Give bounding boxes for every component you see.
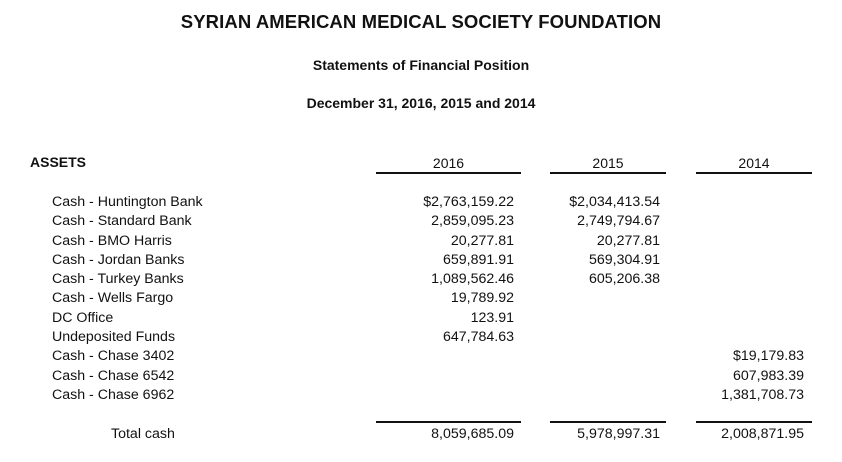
- row-label: DC Office: [52, 309, 114, 326]
- row-value-2015: 20,277.81: [596, 232, 660, 249]
- statement-date: December 31, 2016, 2015 and 2014: [306, 95, 536, 111]
- total-cash-2015: 5,978,997.31: [577, 426, 660, 442]
- total-cash-label: Total cash: [111, 426, 175, 442]
- statement-title: Statements of Financial Position: [312, 57, 530, 73]
- total-rule-2014: [696, 421, 812, 423]
- row-label: Cash - Wells Fargo: [52, 290, 174, 307]
- row-label: Cash - Huntington Bank: [52, 194, 203, 210]
- table-row: [0, 232, 842, 251]
- row-value-2016: 659,891.91: [442, 251, 514, 268]
- table-row: [0, 347, 842, 366]
- row-label: Cash - Chase 6962: [52, 386, 175, 403]
- assets-heading: ASSETS: [30, 154, 87, 170]
- row-value-2014: 607,983.39: [732, 367, 804, 384]
- row-value-2016: $2,763,159.22: [423, 194, 514, 210]
- column-header-rule-2014: [696, 172, 812, 174]
- table-row: [0, 386, 842, 405]
- table-row: [0, 251, 842, 270]
- table-row: [0, 212, 842, 231]
- total-rule-2016: [376, 421, 521, 423]
- row-label: Cash - Standard Bank: [52, 213, 192, 230]
- table-row: [0, 193, 842, 212]
- row-value-2015: 2,749,794.67: [577, 213, 660, 230]
- column-header-2015: 2015: [592, 155, 624, 171]
- row-value-2016: 20,277.81: [450, 232, 514, 249]
- table-row: [0, 309, 842, 328]
- row-label: Cash - Jordan Banks: [52, 251, 185, 268]
- row-value-2016: 19,789.92: [450, 290, 514, 307]
- table-row: [0, 270, 842, 289]
- table-row: [0, 367, 842, 386]
- cash-table-body: [0, 193, 842, 405]
- row-value-2015: $2,034,413.54: [569, 194, 660, 210]
- row-value-2015: 569,304.91: [588, 251, 660, 268]
- row-value-2016: 2,859,095.23: [431, 213, 514, 230]
- column-header-rule-2015: [550, 172, 666, 174]
- row-label: Cash - BMO Harris: [52, 232, 172, 249]
- row-label: Cash - Chase 3402: [52, 348, 175, 365]
- total-cash-2014: 2,008,871.95: [721, 426, 804, 442]
- row-label: Undeposited Funds: [52, 329, 176, 346]
- total-rule-2015: [550, 421, 666, 423]
- row-label: Cash - Turkey Banks: [52, 271, 184, 288]
- row-value-2014: 1,381,708.73: [721, 386, 804, 403]
- table-row: [0, 328, 842, 347]
- row-value-2015: 605,206.38: [588, 271, 660, 288]
- row-label: Cash - Chase 6542: [52, 367, 175, 384]
- column-header-rule-2016: [376, 172, 521, 174]
- row-value-2016: 647,784.63: [442, 329, 514, 346]
- row-value-2014: $19,179.83: [732, 348, 804, 365]
- total-cash-2016: 8,059,685.09: [431, 426, 514, 442]
- row-value-2016: 123.91: [470, 309, 514, 326]
- table-row: [0, 289, 842, 308]
- row-value-2016: 1,089,562.46: [431, 271, 514, 288]
- column-header-2014: 2014: [738, 155, 770, 171]
- column-header-2016: 2016: [432, 155, 465, 171]
- organization-title: SYRIAN AMERICAN MEDICAL SOCIETY FOUNDATION: [180, 11, 662, 32]
